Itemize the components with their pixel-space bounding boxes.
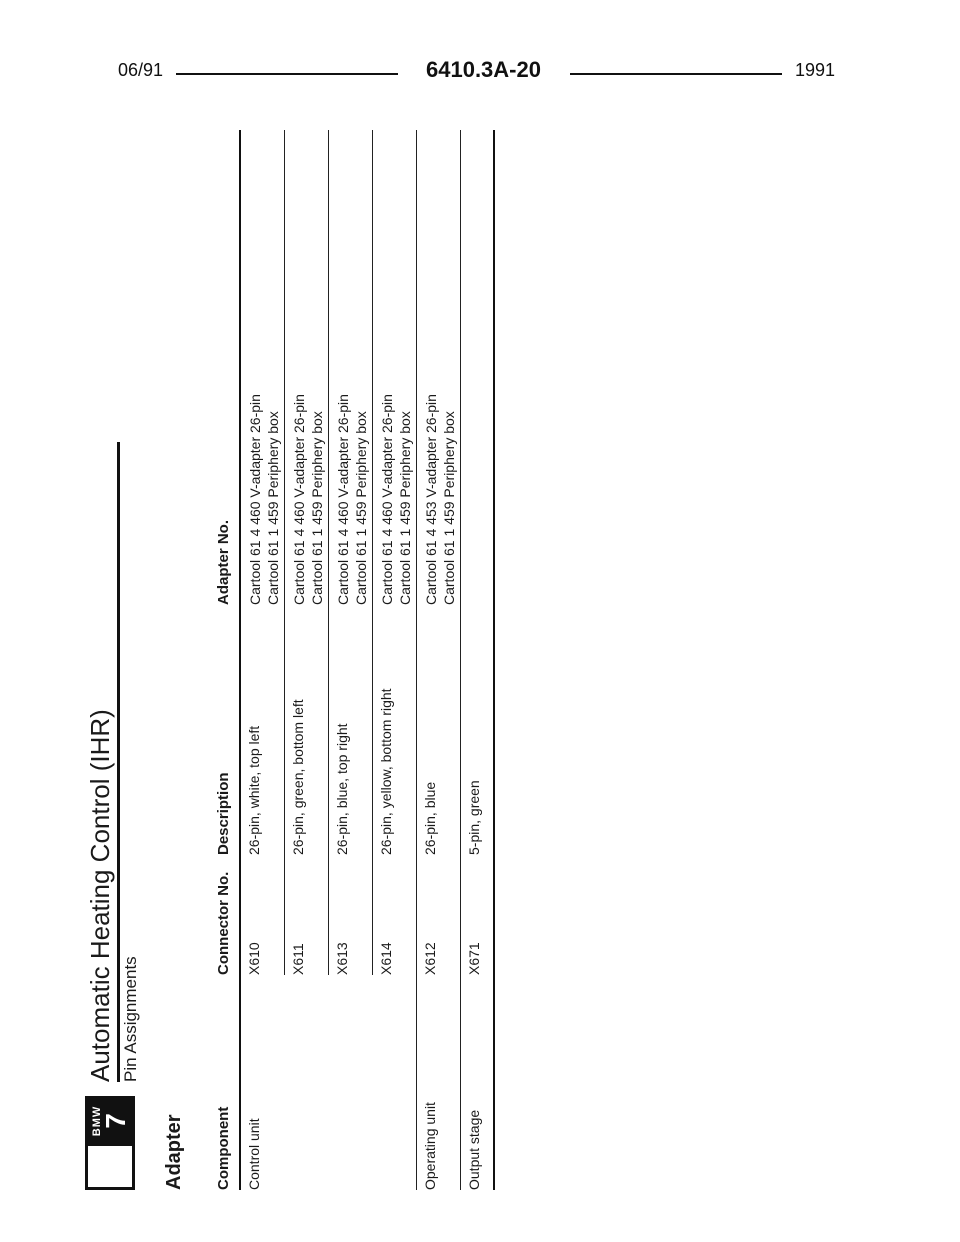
adapter-line: Cartool 61 4 460 V-adapter 26-pin	[291, 394, 307, 605]
document-subtitle: Pin Assignments	[121, 956, 140, 1082]
cell-adapter	[246, 394, 282, 605]
cell-description: 5-pin, green	[466, 780, 482, 855]
table-row	[461, 130, 493, 1190]
cell-description: 26-pin, blue	[422, 781, 438, 855]
cell-adapter	[378, 394, 414, 605]
cell-component: Output stage	[466, 1109, 482, 1190]
header-description: Description	[215, 772, 232, 855]
cell-connector: X614	[378, 942, 394, 975]
header-rule-left	[176, 73, 398, 75]
adapter-line: Cartool 61 4 453 V-adapter 26-pin	[423, 394, 439, 605]
cell-component: Control unit	[246, 1118, 262, 1190]
adapter-line: Cartool 61 1 459 Periphery box	[265, 411, 281, 605]
cell-description: 26-pin, blue, top right	[334, 723, 350, 855]
cell-connector: X611	[290, 943, 306, 975]
logo-series: 7	[100, 1113, 131, 1129]
rotated-page-content	[85, 100, 505, 1190]
cell-description: 26-pin, yellow, bottom right	[378, 688, 394, 855]
header-page-code: 6410.3A-20	[426, 57, 541, 82]
logo-brand: BMW	[91, 1105, 103, 1137]
cell-adapter	[290, 394, 326, 605]
adapter-line: Cartool 61 1 459 Periphery box	[441, 411, 457, 605]
adapter-line: Cartool 61 1 459 Periphery box	[397, 411, 413, 605]
table-header-row	[211, 130, 239, 1190]
table-bottom-rule	[493, 130, 495, 1190]
table-row	[329, 130, 373, 1190]
title-rule	[117, 442, 120, 1082]
logo-blank-box	[88, 1143, 132, 1187]
cell-component: Operating unit	[422, 1102, 438, 1190]
header-rule-right	[570, 73, 782, 75]
table-row	[241, 130, 285, 1190]
title-block	[85, 522, 145, 1082]
cell-adapter	[422, 394, 458, 605]
document-title: Automatic Heating Control (IHR)	[85, 709, 115, 1082]
table-row	[285, 130, 329, 1190]
header-year: 1991	[795, 60, 836, 80]
adapter-line: Cartool 61 4 460 V-adapter 26-pin	[247, 394, 263, 605]
adapter-table	[211, 130, 495, 1190]
adapter-line: Cartool 61 1 459 Periphery box	[353, 411, 369, 605]
table-row	[417, 130, 461, 1190]
adapter-line: Cartool 61 4 460 V-adapter 26-pin	[379, 394, 395, 605]
bmw-logo	[85, 1096, 135, 1190]
adapter-line: Cartool 61 1 459 Periphery box	[309, 411, 325, 605]
cell-connector: X613	[334, 942, 350, 975]
cell-description: 26-pin, white, top left	[246, 725, 262, 855]
cell-connector: X671	[466, 942, 482, 975]
header-component: Component	[215, 1106, 232, 1190]
header-adapter: Adapter No.	[215, 519, 232, 605]
header-date: 06/91	[118, 60, 164, 80]
cell-connector: X612	[422, 942, 438, 975]
adapter-line: Cartool 61 4 460 V-adapter 26-pin	[335, 394, 351, 605]
cell-connector: X610	[246, 942, 262, 975]
section-title: Adapter	[163, 1114, 185, 1190]
page-header	[0, 48, 960, 92]
logo-dark-box	[88, 1099, 132, 1143]
cell-adapter	[334, 394, 370, 605]
header-connector: Connector No.	[215, 871, 232, 975]
table-row	[373, 130, 417, 1190]
cell-description: 26-pin, green, bottom left	[290, 699, 306, 855]
